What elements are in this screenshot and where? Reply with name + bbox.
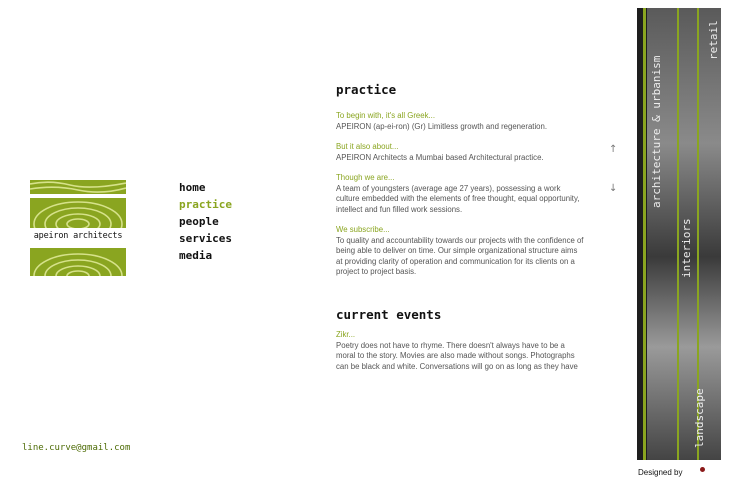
image-panel xyxy=(637,8,721,460)
paragraph-text: APEIRON (ap-ei-ron) (Gr) Limitless growth and regeneration. xyxy=(336,121,548,131)
scroll-down-arrow[interactable]: ↓ xyxy=(609,183,618,194)
designer-logo-dot[interactable] xyxy=(700,467,705,472)
panel-stripe xyxy=(643,8,646,460)
paragraph-title: We subscribe... xyxy=(336,225,390,234)
nav-item-media[interactable]: media xyxy=(179,249,213,262)
nav-item-home[interactable]: home xyxy=(179,181,206,194)
paragraph-title: But it also about... xyxy=(336,142,399,151)
panel-stripe xyxy=(677,8,679,460)
panel-label-retail[interactable]: retail xyxy=(707,20,720,60)
logo xyxy=(30,180,126,276)
paragraph-text: To quality and accountability towards our projects with the confidence of being able to deliver on time. Our simple organizational structure aims at providing clarity of operation and communication for its clients on a project to project basis. xyxy=(336,235,584,276)
paragraph-text: A team of youngsters (average age 27 years), possessing a work culture embedded with the elements of free thought, equal opportunity, intellect and fun filled work sessions. xyxy=(336,183,580,214)
panel-label-landscape[interactable]: landscape xyxy=(693,388,706,448)
practice-paragraph xyxy=(336,111,586,132)
panel-label-interiors[interactable]: interiors xyxy=(680,218,693,278)
practice-paragraph xyxy=(336,142,586,163)
events-heading: current events xyxy=(336,307,442,322)
logo-band-bottom xyxy=(30,248,126,276)
panel-label-architecture[interactable]: architecture & urbanism xyxy=(650,55,663,208)
practice-paragraph xyxy=(336,225,586,278)
logo-name: apeiron architects xyxy=(33,231,123,241)
nav-item-practice[interactable]: practice xyxy=(179,198,232,211)
scroll-up-arrow[interactable]: ↑ xyxy=(609,144,618,155)
paragraph-title: Though we are... xyxy=(336,173,395,182)
practice-heading: practice xyxy=(336,82,397,97)
event-title: Zikr... xyxy=(336,330,356,339)
paragraph-text: APEIRON Architects a Mumbai based Architectural practice. xyxy=(336,152,544,162)
main-nav xyxy=(179,179,232,264)
practice-content xyxy=(336,111,586,288)
events-content xyxy=(336,330,586,374)
email-link[interactable]: line.curve@gmail.com xyxy=(22,443,131,453)
designed-by-text: Designed by xyxy=(638,468,683,477)
nav-item-services[interactable]: services xyxy=(179,232,232,245)
practice-paragraph xyxy=(336,173,586,215)
logo-band-middle xyxy=(30,198,126,228)
nav-item-people[interactable]: people xyxy=(179,215,219,228)
logo-band-top xyxy=(30,180,126,194)
paragraph-title: To begin with, it's all Greek... xyxy=(336,111,435,120)
event-text: Poetry does not have to rhyme. There doesn't always have to be a moral to the story. Movies are also made without songs. Photographs can be black and white. Conversations will go on as long as they have xyxy=(336,340,578,371)
